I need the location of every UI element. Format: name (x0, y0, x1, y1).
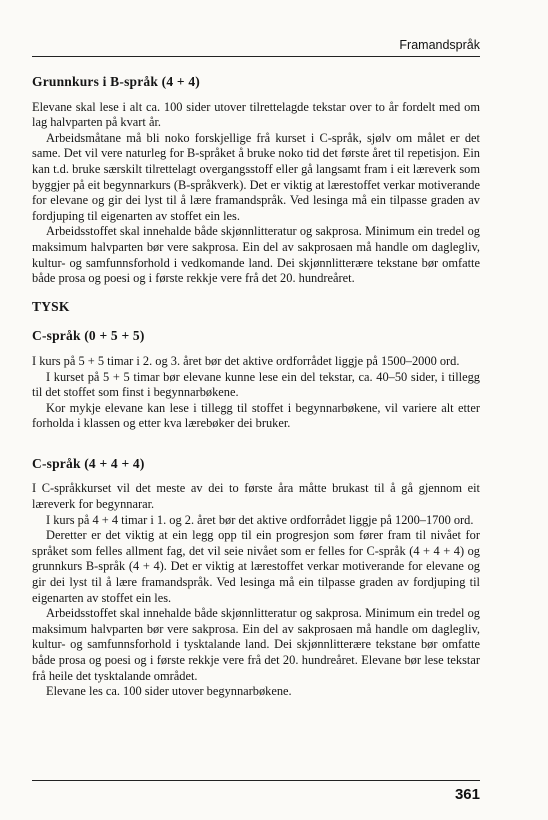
section-gap (32, 432, 480, 446)
footer-rule (32, 780, 480, 781)
section-heading-grunnkurs: Grunnkurs i B-språk (4 + 4) (32, 74, 200, 89)
section-heading-c-sprak-444: C-språk (4 + 4 + 4) (32, 455, 145, 471)
section-heading-c-sprak-055: C-språk (0 + 5 + 5) (32, 328, 145, 344)
paragraph: Deretter er det viktig at ein legg opp til ein progresjon som fører fram til nivået for språket som felles allment fag, det vil seie nivået som er felles for C-språk (4 + 4 + 4) og grunnkurs B-språk (4 + 4). Det er viktig at lærestoffet verkar motiverande for elevane og gir dei lyst til å lære framandspråk. Ved lesinga må ein tilpasse graden av fordjuping til eigenarten av stoffet ein les. (32, 528, 480, 605)
header-rule (32, 56, 480, 57)
paragraph: I kurset på 5 + 5 timar bør elevane kunne lese ein del tekstar, ca. 40–50 sider, i tillegg til det stoffet som finst i begynnarbøkene. (32, 369, 480, 400)
paragraph: Elevane les ca. 100 sider utover begynnarbøkene. (46, 684, 292, 699)
paragraph: I C-språkkurset vil det meste av dei to første åra måtte brukast til å gå gjennom eit læreverk for begynnarar. (32, 481, 480, 512)
paragraph: Kor mykje elevane kan lese i tillegg til stoffet i begynnarbøkene, vil variere alt etter forholda i klassen og etter kva lærebøker dei bruker. (32, 400, 480, 431)
paragraph: I kurs på 4 + 4 timar i 1. og 2. året bør det aktive ordforrådet liggje på 1200–1700 ord. (46, 512, 474, 527)
running-title: Framandspråk (399, 38, 480, 52)
paragraph: Arbeidsstoffet skal innehalde både skjønnlitteratur og sakprosa. Minimum ein tredel og maksimum halvparten bør vere sakprosa. Ein del av sakprosaen må handle om daglegliv, kultur- og samfunnsforhold i vedkomande land. Dei skjønnlitterære tekstane bør omfatte både prosa og poesi og i første rekkje vere frå det 20. hundreåret. (32, 224, 480, 286)
paragraph: Arbeidsmåtane må bli noko forskjellige frå kurset i C-språk, sjølv om målet er det same. Det vil vere naturleg for B-språket å bruke noko tid det første året til repetisjon. Ein kan t.d. bruke særskilt tilrettelagt overgangsstoff eller gå langsamt fram i eit læreverk som byggjer på eit begynnarkurs (B-språkverk). Det er viktig at lærestoffet verkar motiverande for elevane og gir dei lyst til å lære framandspråk. Ved lesinga må ein tilpasse graden av fordjuping til eigenarten av stoffet ein les. (32, 130, 480, 223)
page-body (32, 64, 480, 700)
paragraph: I kurs på 5 + 5 timar i 2. og 3. året bør det aktive ordforrådet liggje på 1500–2000 ord. (32, 353, 460, 368)
language-heading-tysk: TYSK (32, 298, 70, 314)
paragraph: Elevane skal lese i alt ca. 100 sider utover tilrettelagde tekstar over to år fordelt med om lag halvparten på kvart år. (32, 99, 480, 130)
paragraph: Arbeidsstoffet skal innehalde både skjønnlitteratur og sakprosa. Minimum ein tredel og maksimum halvparten bør vere sakprosa. Ein del av sakprosaen må handle om daglegliv, kultur- og samfunnsforhold i tysktalande land. Dei skjønnlitterære tekstane bør omfatte både prosa og poesi og i første rekkje vere frå det 20. hundreåret. Elevane bør lese tekstar frå heile det tysktalande området. (32, 606, 480, 683)
page-number: 361 (454, 786, 480, 803)
